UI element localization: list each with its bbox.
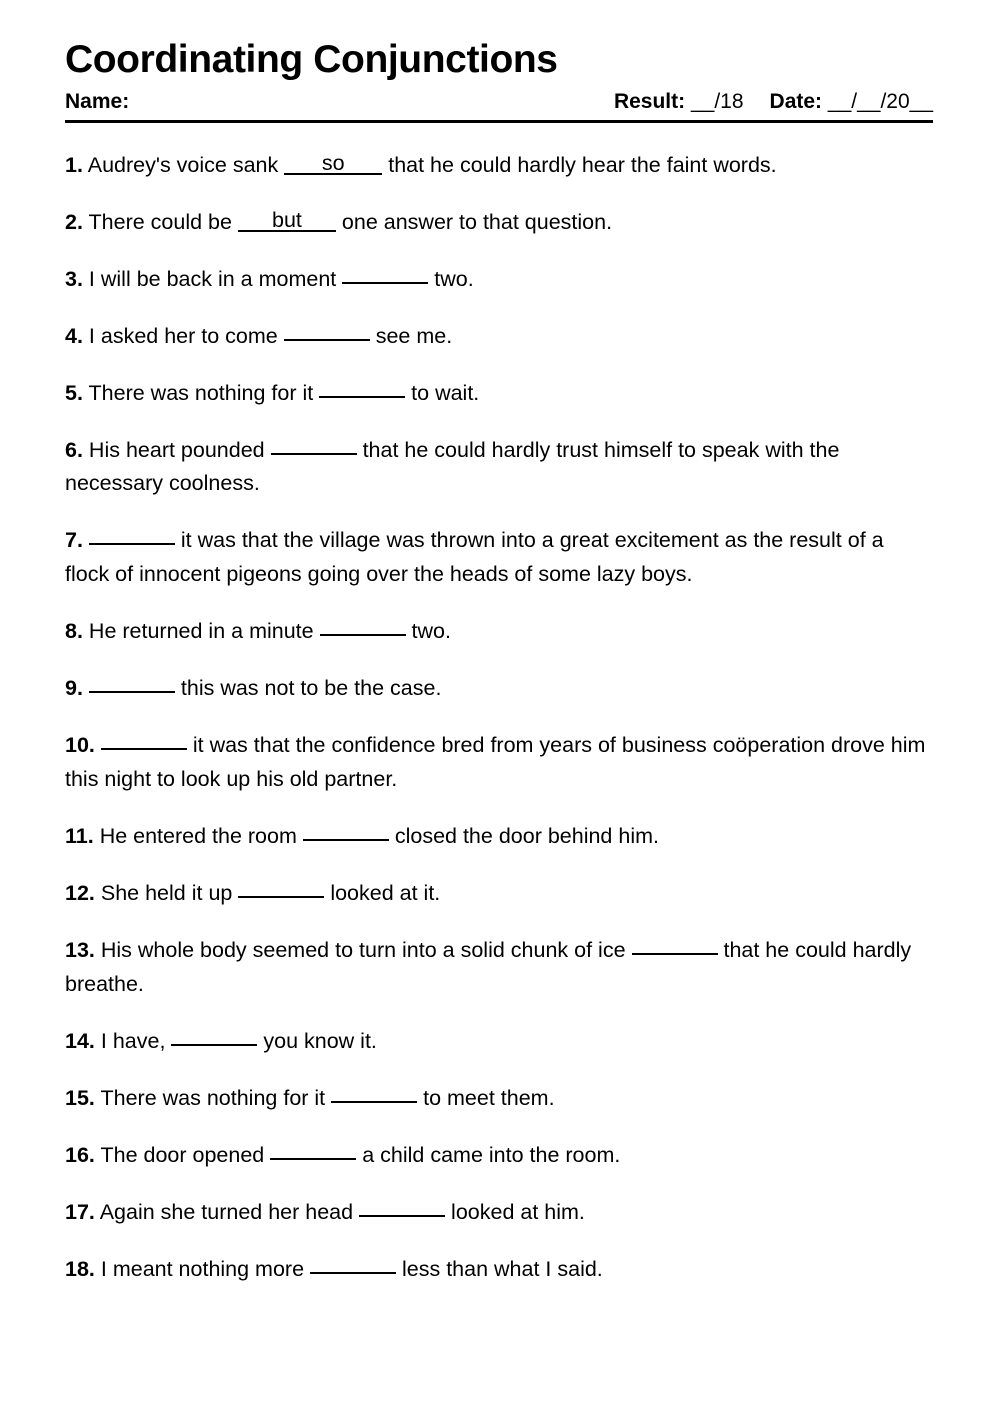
question-text: this was not to be the case.: [174, 676, 442, 701]
question-item: [65, 149, 933, 183]
question-item: [65, 1139, 933, 1173]
answer-blank[interactable]: [270, 1141, 356, 1160]
question-number: 10.: [65, 733, 95, 758]
question-text: one answer to that question.: [335, 209, 613, 234]
header-divider: [65, 120, 933, 123]
question-item: [65, 877, 933, 911]
question-text: looked at him.: [445, 1200, 585, 1225]
question-item: [65, 1196, 933, 1230]
question-number: 4.: [65, 323, 83, 348]
question-text: it was that the village was thrown into a great excitement as the result of a flock of innocent pigeons going over the heads of some lazy boys.: [65, 528, 884, 587]
question-text: that he could hardly breathe.: [65, 938, 912, 997]
worksheet-header-fields: [65, 90, 933, 120]
answer-blank-filled[interactable]: so: [284, 152, 382, 175]
question-item: [65, 729, 933, 797]
question-text: There was nothing for it: [88, 380, 320, 405]
answer-blank[interactable]: [310, 1255, 396, 1274]
answer-blank[interactable]: [342, 265, 428, 284]
answer-blank[interactable]: [89, 526, 175, 545]
question-text: it was that the confidence bred from years of business coöperation drove him this night to look up his old partner.: [65, 733, 926, 792]
question-number: 18.: [65, 1257, 95, 1282]
question-number: 16.: [65, 1143, 95, 1168]
answer-blank-filled[interactable]: but: [238, 209, 336, 232]
question-text: She held it up: [100, 881, 239, 906]
question-number: 12.: [65, 881, 95, 906]
question-text: He entered the room: [99, 824, 303, 849]
name-label: Name:: [65, 89, 130, 113]
question-text: He returned in a minute: [88, 619, 320, 644]
question-text: His heart pounded: [88, 437, 271, 462]
question-text: Audrey's voice sank: [87, 152, 285, 177]
date-field[interactable]: [770, 90, 933, 114]
question-text: Again she turned her head: [99, 1200, 360, 1225]
result-value[interactable]: __/18: [690, 89, 744, 113]
question-number: 11.: [65, 824, 94, 849]
question-text: that he could hardly trust himself to speak with the necessary coolness.: [65, 437, 840, 496]
question-text: I will be back in a moment: [88, 266, 343, 291]
question-number: 14.: [65, 1029, 95, 1054]
question-text: two.: [405, 619, 451, 644]
question-item: [65, 320, 933, 354]
question-text: to meet them.: [417, 1086, 555, 1111]
answer-blank[interactable]: [359, 1198, 445, 1217]
question-text: closed the door behind him.: [388, 824, 659, 849]
question-number: 8.: [65, 619, 83, 644]
question-text: I have,: [100, 1029, 172, 1054]
question-list: [65, 149, 933, 1287]
question-text: you know it.: [257, 1029, 377, 1054]
question-text: There could be: [88, 209, 238, 234]
question-text: less than what I said.: [396, 1257, 603, 1282]
question-number: 9.: [65, 676, 83, 701]
result-field[interactable]: [614, 90, 744, 114]
question-item: [65, 1025, 933, 1059]
worksheet-body: [65, 38, 933, 1287]
question-number: 15.: [65, 1086, 95, 1111]
question-text: that he could hardly hear the faint words.: [382, 152, 777, 177]
date-value[interactable]: __/__/20__: [827, 89, 933, 113]
question-item: [65, 615, 933, 649]
answer-blank[interactable]: [284, 322, 370, 341]
question-item: [65, 377, 933, 411]
answer-blank[interactable]: [303, 822, 389, 841]
answer-blank[interactable]: [331, 1084, 417, 1103]
question-number: 13.: [65, 938, 95, 963]
question-number: 1.: [65, 152, 83, 177]
question-number: 5.: [65, 380, 83, 405]
answer-blank[interactable]: [271, 436, 357, 455]
question-item: [65, 1253, 933, 1287]
question-text: to wait.: [405, 380, 480, 405]
question-number: 7.: [65, 528, 83, 553]
answer-blank[interactable]: [89, 674, 175, 693]
question-text: see me.: [369, 323, 453, 348]
question-number: 3.: [65, 266, 83, 291]
question-item: [65, 434, 933, 502]
answer-blank[interactable]: [320, 617, 406, 636]
question-item: [65, 820, 933, 854]
question-text: a child came into the room.: [356, 1143, 621, 1168]
answer-blank[interactable]: [632, 936, 718, 955]
question-text: looked at it.: [324, 881, 441, 906]
answer-blank[interactable]: [101, 731, 187, 750]
question-text: I asked her to come: [88, 323, 284, 348]
question-number: 6.: [65, 437, 83, 462]
question-item: [65, 263, 933, 297]
question-number: 17.: [65, 1200, 95, 1225]
result-label: Result:: [613, 89, 686, 113]
question-text: two.: [428, 266, 474, 291]
question-text: There was nothing for it: [100, 1086, 332, 1111]
answer-blank[interactable]: [171, 1027, 257, 1046]
date-label: Date:: [769, 89, 823, 113]
page-title: Coordinating Conjunctions: [65, 38, 558, 81]
question-item: [65, 1082, 933, 1116]
question-item: [65, 672, 933, 706]
question-text: I meant nothing more: [100, 1257, 311, 1282]
question-text: The door opened: [100, 1143, 271, 1168]
answer-blank[interactable]: [319, 379, 405, 398]
question-item: [65, 206, 933, 240]
question-item: [65, 524, 933, 592]
answer-blank[interactable]: [238, 879, 324, 898]
question-item: [65, 934, 933, 1002]
question-text: His whole body seemed to turn into a solid chunk of ice: [100, 938, 632, 963]
question-number: 2.: [65, 209, 83, 234]
